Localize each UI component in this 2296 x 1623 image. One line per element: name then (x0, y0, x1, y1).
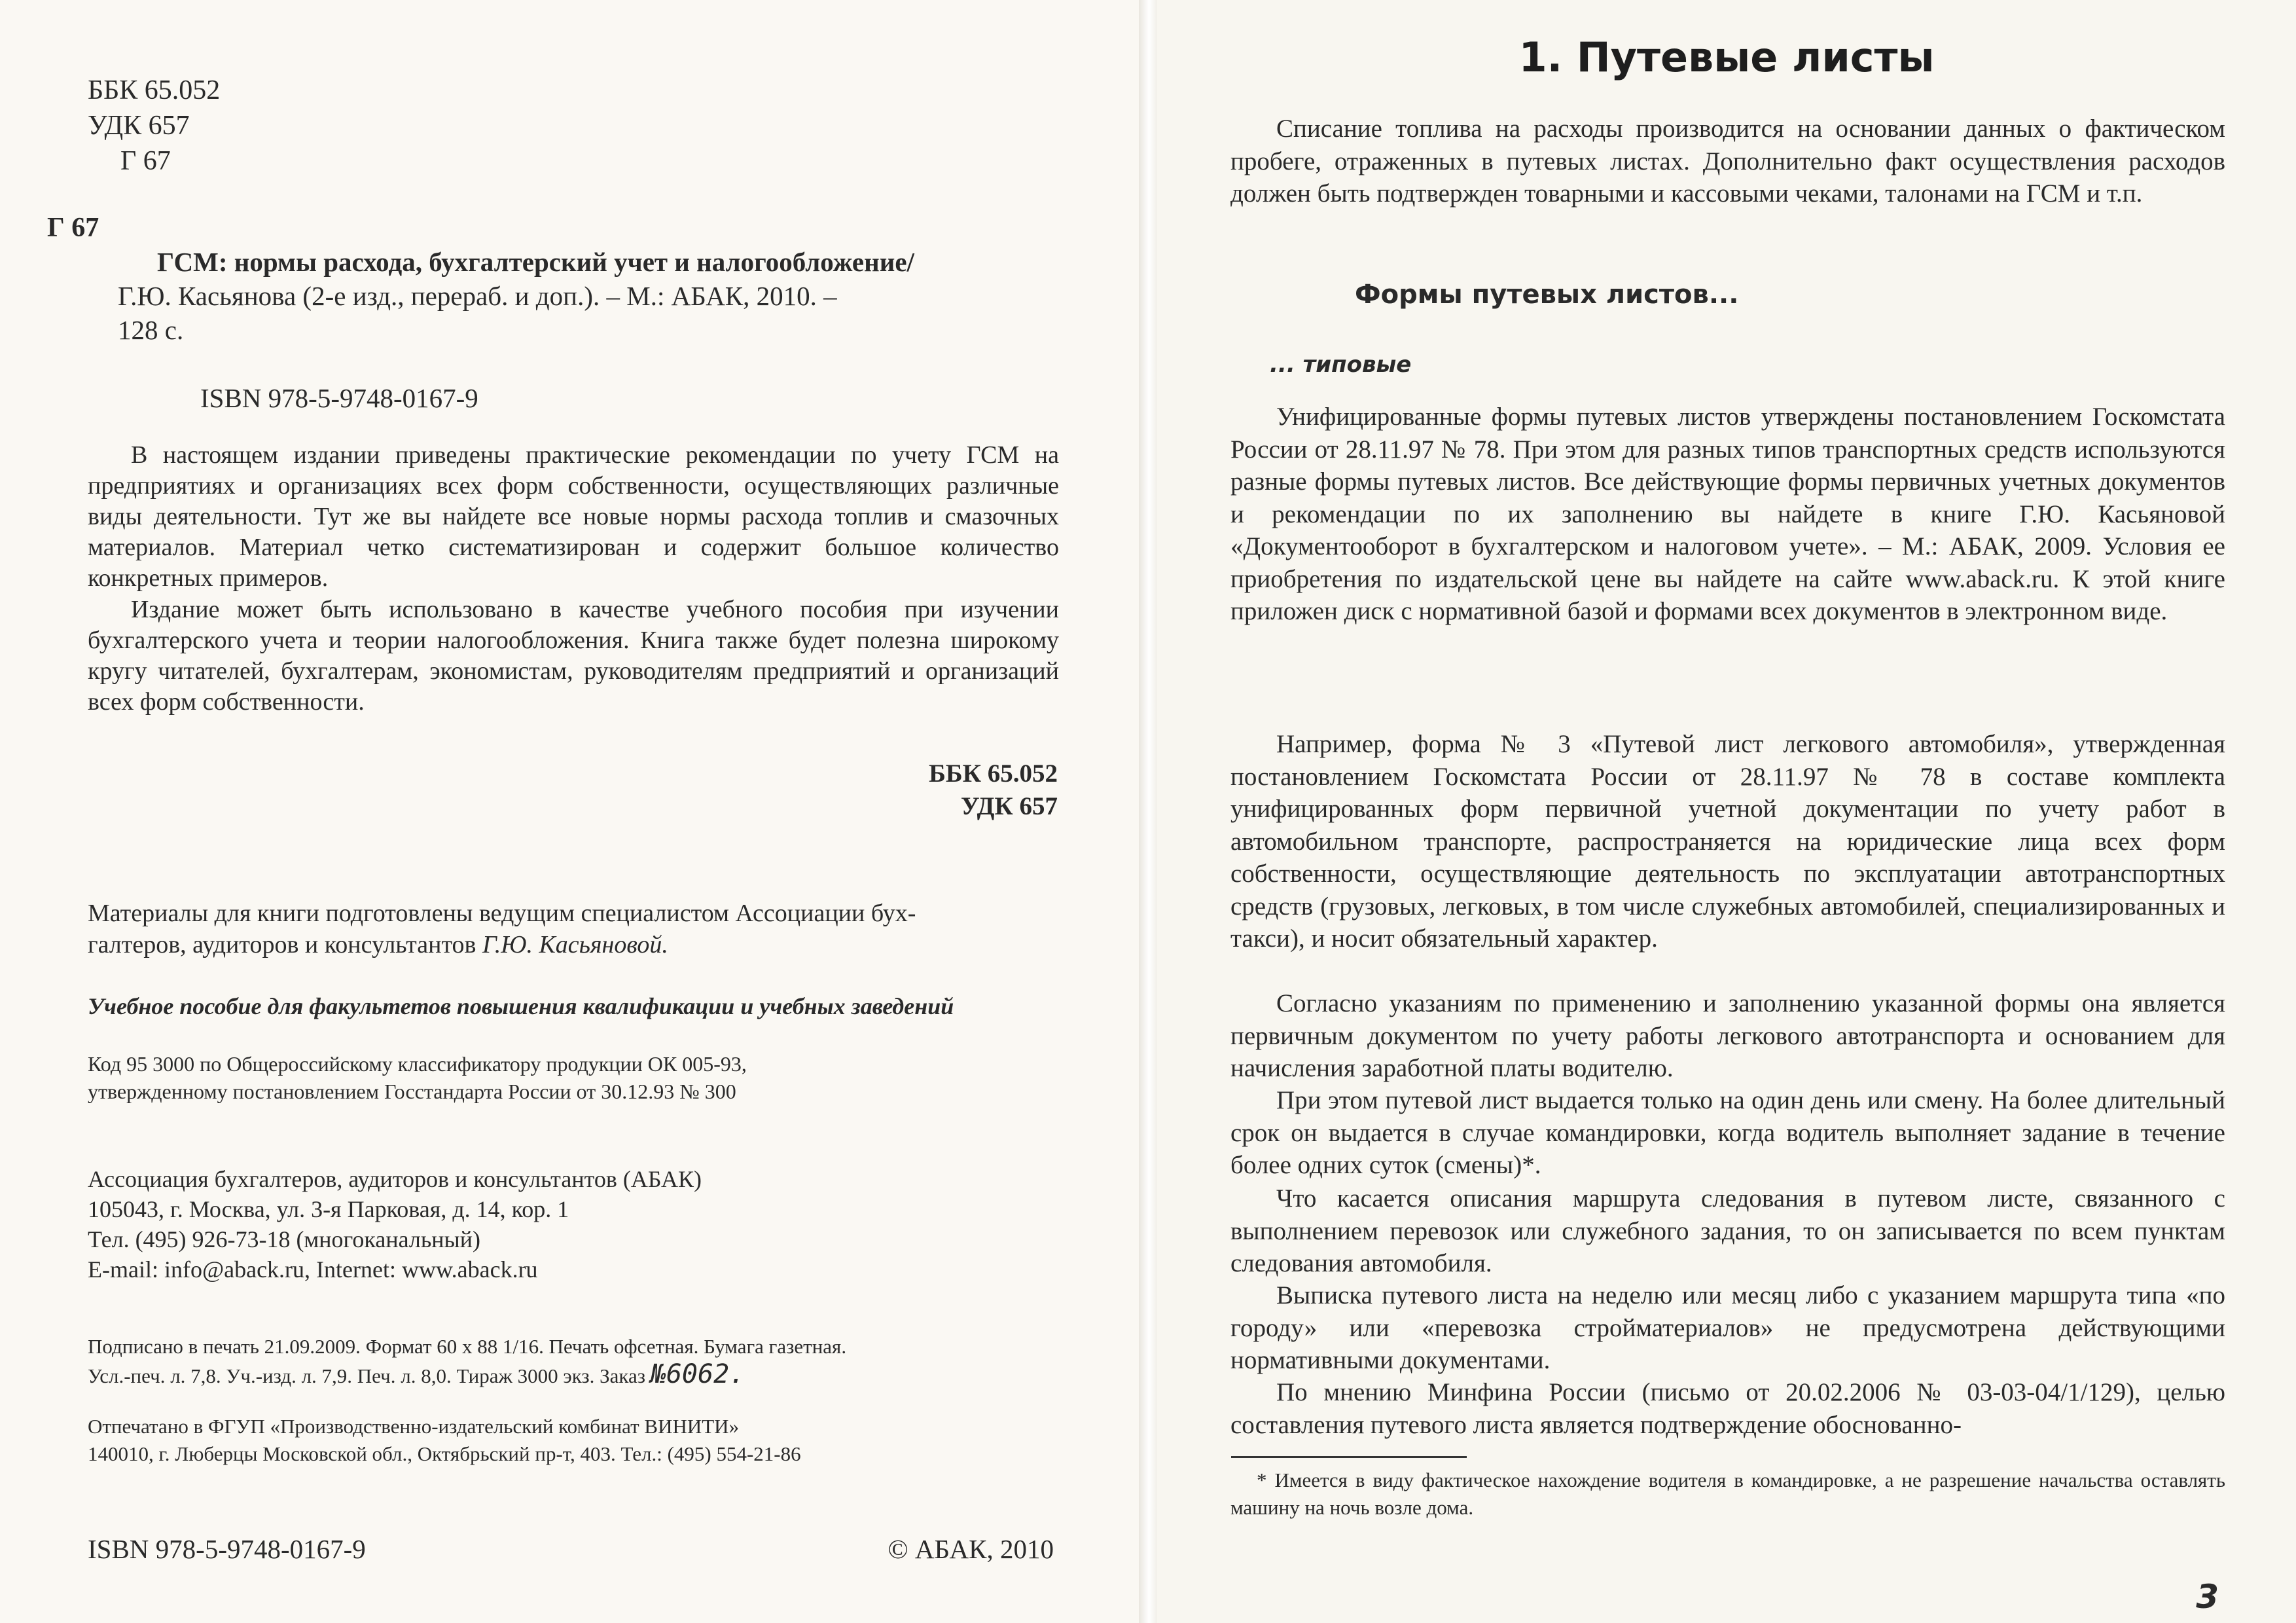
paragraph-unified-forms: Унифицированные формы путевых листов утверждены постановлением Госкомстата России от 28.11.97 № 78. При этом для разных типов транспортных средств используются разные формы путевых листов. Все действующие формы первичных учетных документов и рекомендации по их заполнению вы найдете в книге Г.Ю. Касьяновой «Документооборот в бухгалтерском и налоговом учете». – М.: АБАК, 2009. Условия ее приобретения по издательской цене вы найдете на сайте www.aback.ru. К этой книге приложен диск с нормативной базой и формами всех документов в электронном виде. (1230, 403, 2225, 625)
print-info-line1: Подписано в печать 21.09.2009. Формат 60 х 88 1/16. Печать офсетная. Бумага газетная. (88, 1335, 847, 1358)
chapter-title: 1. Путевые листы (1518, 33, 1935, 81)
author-mark: Г 67 (47, 213, 99, 243)
paragraph-route: Что касается описания маршрута следования в путевом листе, связанного с выполнением перевозок или служебного задания, то он записывается по всем пунктам следования автомобиля. (1230, 1184, 2225, 1277)
bbk-code: ББК 65.052 (88, 75, 221, 105)
abstract-paragraph-1: В настоящем издании приведены практические рекомендации по учету ГСМ на предприятиях и организациях всех форм собственности, осуществляющих различные виды деятельности. Тут же вы найдете все новые нормы расхода топлив и смазочных материалов. Материал четко систематизирован и содержит большое количество конкретных примеров. (88, 441, 1059, 592)
printed-at-line2: 140010, г. Люберцы Московской обл., Октябрьский пр-т, 403. Тел.: (495) 554-21-86 (88, 1442, 801, 1465)
right-page (1157, 0, 2296, 1623)
footnote: * Имеется в виду фактическое нахождение водителя в командировке, а не разрешение начальства оставлять машину на ночь возле дома. (1230, 1468, 2225, 1519)
left-page (0, 0, 1139, 1623)
isbn-top: ISBN 978-5-9748-0167-9 (200, 383, 478, 413)
order-number-stamp: №6062. (650, 1359, 745, 1389)
page-number: 3 (2196, 1578, 2219, 1616)
paragraph-weekly-sheet: Выписка путевого листа на неделю или месяц либо с указанием маршрута типа «по городу» или «перевозка стройматериалов» не предусмотрена действующими нормативными документами. (1230, 1281, 2225, 1374)
section-heading: Формы путевых листов... (1355, 280, 1739, 310)
prepared-by-line1: Материалы для книги подготовлены ведущим специалистом Ассоциации бух- (88, 900, 916, 927)
book-gutter (1139, 0, 1157, 1623)
okp-code-line2: утвержденному постановлением Госстандарта России от 30.12.93 № 300 (88, 1080, 736, 1103)
book-title: ГСМ: нормы расхода, бухгалтерский учет и налогообложение/ (157, 247, 914, 277)
subheading: ... типовые (1270, 352, 1412, 378)
prepared-by-line2 (88, 930, 1059, 960)
copyright: © АБАК, 2010 (888, 1534, 1054, 1564)
udk-code-right: УДК 657 (960, 792, 1058, 820)
prepared-by-author: Г.Ю. Касьяновой. (482, 931, 668, 958)
publisher-name: Ассоциация бухгалтеров, аудиторов и консультантов (АБАК) (88, 1166, 702, 1192)
footnote-divider (1231, 1456, 1467, 1458)
paragraph-form-3: Например, форма № 3 «Путевой лист легкового автомобиля», утвержденная постановлением Госкомстата России от 28.11.97 № 78 в составе комплекта унифицированных форм первичной учетной документации по учету работ в автомобильном транспорте, распространяется на юридические лица всех форм собственности, осуществляющие деятельность по эксплуатации автотранспортных средств (грузовых, легковых, в том числе служебных автомобилей, специализированных и такси), и носит обязательный характер. (1230, 730, 2225, 953)
book-pages: 128 с. (118, 315, 184, 345)
isbn-bottom: ISBN 978-5-9748-0167-9 (88, 1534, 366, 1564)
author-mark-top: Г 67 (120, 146, 171, 176)
paragraph-issue-term: При этом путевой лист выдается только на один день или смену. На более длительный срок он выдается в случае командировки, когда водитель выполняет задание в течение более одних суток (смены)*. (1230, 1086, 2225, 1179)
publisher-address: 105043, г. Москва, ул. 3-я Парковая, д. 14, кор. 1 (88, 1196, 569, 1222)
publisher-phone: Тел. (495) 926-73-18 (многоканальный) (88, 1226, 480, 1252)
printed-at-line1: Отпечатано в ФГУП «Производственно-издательский комбинат ВИНИТИ» (88, 1415, 740, 1438)
bbk-code-right: ББК 65.052 (929, 759, 1058, 788)
paragraph-instructions: Согласно указаниям по применению и заполнению указанной формы она является первичным документом по учету работы легкового автотранспорта и основанием для начисления заработной платы водителю. (1230, 989, 2225, 1082)
print-info-text: Усл.-печ. л. 7,8. Уч.-изд. л. 7,9. Печ. л. 8,0. Тираж 3000 экз. Заказ (88, 1364, 651, 1387)
paragraph-minfin: По мнению Минфина России (письмо от 20.02.2006 № 03-03-04/1/129), целью составления путевого листа является подтверждение обоснованно- (1230, 1378, 2225, 1439)
publisher-contacts: E-mail: info@aback.ru, Internet: www.aback.ru (88, 1256, 538, 1283)
udk-code: УДК 657 (88, 111, 190, 141)
prepared-by-text: галтеров, аудиторов и консультантов (88, 931, 476, 958)
intro-paragraph: Списание топлива на расходы производится на основании данных о фактическом пробеге, отраженных в путевых листах. Дополнительно факт осуществления расходов должен быть подтвержден товарными и кассовыми чеками, талонами на ГСМ и т.п. (1230, 115, 2225, 208)
textbook-note: Учебное пособие для факультетов повышения квалификации и учебных заведений (88, 993, 954, 1019)
okp-code-line1: Код 95 3000 по Общероссийскому классификатору продукции ОК 005-93, (88, 1052, 747, 1076)
print-info-line2 (88, 1360, 1083, 1390)
book-bibliographic-info: Г.Ю. Касьянова (2-е изд., перераб. и доп.). – М.: АБАК, 2010. – (118, 281, 837, 311)
abstract-paragraph-2: Издание может быть использовано в качестве учебного пособия при изучении бухгалтерского учета и теории налогообложения. Книга также будет полезна широкому кругу читателей, бухгалтерам, экономистам, руководителям предприятий и организаций всех форм собственности. (88, 596, 1059, 716)
